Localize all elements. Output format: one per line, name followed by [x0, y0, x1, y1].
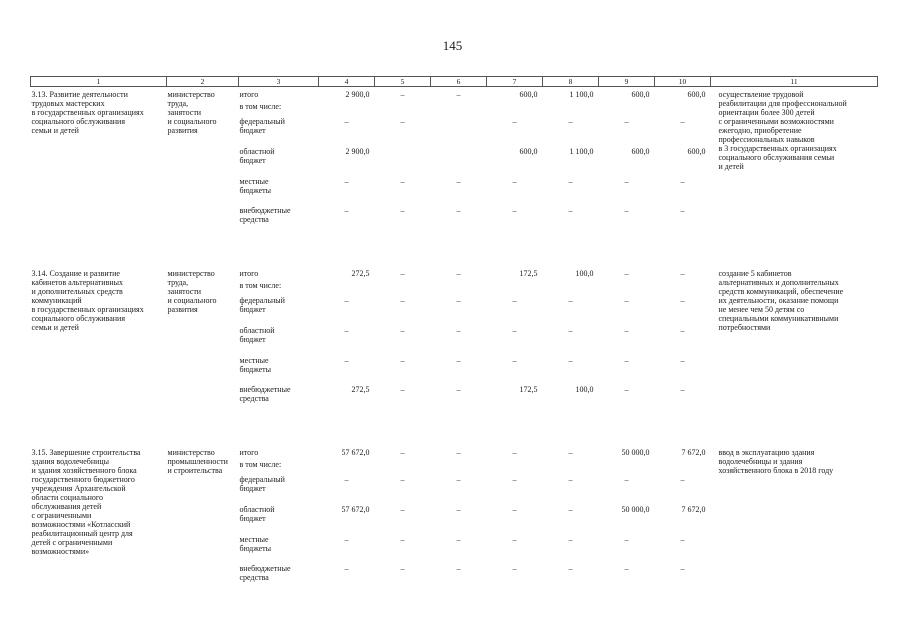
amount-cell: – [568, 504, 573, 514]
amount-cell: – [344, 563, 349, 573]
column-header-5: 5 [375, 77, 431, 87]
amount-cell [319, 460, 375, 475]
funding-source [239, 460, 319, 475]
expected-result [711, 445, 878, 602]
amount-cell: 600,0 [631, 146, 650, 156]
amount-cell: – [680, 355, 685, 365]
amount-cell: – [568, 295, 573, 305]
amount-cell [431, 460, 487, 475]
text-line: водолечебницы и здания [718, 456, 803, 466]
amount-cell: – [568, 176, 573, 186]
text-line: с ограниченными [31, 510, 92, 520]
amount-cell [375, 460, 431, 475]
text-line: бюджет [239, 155, 266, 165]
text-line: и строительства [167, 465, 223, 475]
text-line: бюджет [239, 513, 266, 523]
text-line: в том числе: [239, 459, 282, 469]
funding-source [239, 445, 319, 460]
amount-cell: – [344, 325, 349, 335]
text-line: министерство [167, 90, 215, 99]
text-line: обслуживания детей [31, 501, 102, 511]
amount-cell: – [512, 355, 517, 365]
amount-cell [487, 102, 543, 117]
amount-cell: 2 900,0 [345, 146, 370, 156]
text-line: местные [239, 176, 269, 186]
text-line: в государственных организациях [31, 108, 144, 117]
column-header-1: 1 [31, 77, 167, 87]
amount-cell: – [456, 384, 461, 394]
text-line: реабилитационный центр для [31, 528, 133, 538]
funding-source [239, 564, 319, 602]
amount-cell: 600,0 [687, 146, 706, 156]
amount-cell: – [512, 116, 517, 126]
amount-cell: – [680, 268, 685, 278]
text-line: бюджеты [239, 364, 272, 374]
activity-name [31, 445, 167, 602]
column-header-6: 6 [431, 77, 487, 87]
text-line: здания водолечебницы [31, 456, 110, 466]
text-line: социального обслуживания семьи [718, 153, 835, 162]
amount-cell: – [568, 116, 573, 126]
text-line: в государственных организациях [31, 304, 144, 314]
text-line: кабинетов альтернативных [31, 277, 124, 287]
text-line: труда, [167, 99, 189, 108]
text-line: хозяйственного блока в 2018 году [718, 465, 834, 475]
text-line: семьи и детей [31, 322, 79, 332]
amount-cell: 7 672,0 [681, 447, 706, 457]
amount-cell: – [400, 447, 405, 457]
amount-cell: – [400, 295, 405, 305]
text-line: возможностями» [31, 546, 90, 556]
text-line: местные [239, 355, 269, 365]
column-header-7: 7 [487, 77, 543, 87]
text-line: осуществление трудовой [718, 90, 804, 99]
text-line: внебюджетные [239, 384, 291, 394]
amount-cell [655, 281, 711, 296]
amount-cell: – [624, 176, 629, 186]
column-header-row [31, 77, 878, 87]
amount-cell: 272,5 [351, 268, 370, 278]
text-line: трудовых мастерских [31, 99, 105, 108]
amount-cell: – [624, 384, 629, 394]
amount-cell [543, 102, 599, 117]
amount-cell: – [456, 90, 461, 99]
text-line: итого [239, 447, 259, 457]
amount-cell: – [680, 563, 685, 573]
amount-cell: 57 672,0 [341, 504, 370, 514]
text-line: социального обслуживания [31, 313, 126, 323]
executor [167, 445, 239, 602]
text-line: потребностями [718, 322, 771, 332]
text-line: средств коммуникаций, обеспечение [718, 286, 844, 296]
amount-cell: – [568, 205, 573, 215]
text-line: областной [239, 504, 275, 514]
amount-cell [543, 281, 599, 296]
expected-result [711, 87, 878, 266]
amount-cell: – [568, 325, 573, 335]
amount-cell [487, 281, 543, 296]
table-body [31, 87, 878, 602]
text-line: возможностями «Котласский [31, 519, 131, 529]
text-line: семьи и детей [31, 126, 79, 135]
page-number: 145 [442, 38, 463, 53]
amount-cell [655, 102, 711, 117]
text-line: труда, [167, 277, 189, 287]
text-line: в том числе: [239, 280, 282, 290]
amount-cell [599, 281, 655, 296]
amount-cell: 600,0 [519, 90, 538, 99]
funding-source [239, 102, 319, 117]
funding-source [239, 266, 319, 281]
text-line: в 3 государственных организациях [718, 144, 837, 153]
amount-cell: – [456, 176, 461, 186]
text-line: развития [167, 304, 198, 314]
amount-cell: – [512, 474, 517, 484]
amount-cell: 100,0 [575, 384, 594, 394]
amount-cell [431, 117, 487, 147]
amount-cell: – [456, 504, 461, 514]
amount-cell [655, 460, 711, 475]
amount-cell: 600,0 [519, 146, 538, 156]
text-line: и здания хозяйственного блока [31, 465, 137, 475]
amount-cell: – [624, 474, 629, 484]
text-line: бюджеты [239, 185, 272, 195]
text-line: областной [239, 146, 275, 156]
text-line: реабилитации для профессиональной [718, 99, 847, 108]
text-line: ежегодно, приобретение [718, 126, 802, 135]
amount-cell: – [400, 205, 405, 215]
amount-cell [599, 460, 655, 475]
text-line: ориентации более 300 детей [718, 108, 815, 117]
amount-cell: – [456, 205, 461, 215]
amount-cell: – [680, 116, 685, 126]
amount-cell: – [680, 205, 685, 215]
amount-cell: 2 900,0 [345, 90, 370, 99]
amount-cell: 172,5 [519, 268, 538, 278]
text-line: федеральный [239, 116, 285, 126]
table-row [31, 266, 878, 281]
text-line: занятости [167, 108, 202, 117]
amount-cell: – [680, 384, 685, 394]
amount-cell: – [512, 563, 517, 573]
text-line: итого [239, 90, 259, 99]
amount-cell: 600,0 [631, 90, 650, 99]
amount-cell: – [456, 295, 461, 305]
column-header-8: 8 [543, 77, 599, 87]
amount-cell: – [624, 116, 629, 126]
amount-cell: – [624, 563, 629, 573]
amount-cell [375, 147, 431, 177]
text-line: 3.13. Развитие деятельности [31, 90, 128, 99]
amount-cell: – [344, 116, 349, 126]
funding-source [239, 475, 319, 505]
amount-cell: – [456, 355, 461, 365]
funding-source [239, 117, 319, 147]
text-line: и дополнительных средств [31, 286, 123, 296]
amount-cell [319, 281, 375, 296]
amount-cell: – [400, 384, 405, 394]
amount-cell: – [568, 447, 573, 457]
amount-cell: – [456, 325, 461, 335]
amount-cell: – [512, 176, 517, 186]
amount-cell [375, 102, 431, 117]
funding-source [239, 296, 319, 326]
amount-cell [431, 102, 487, 117]
column-header-2: 2 [167, 77, 239, 87]
column-header-4: 4 [319, 77, 375, 87]
amount-cell: – [400, 268, 405, 278]
amount-cell: – [400, 325, 405, 335]
amount-cell: 50 000,0 [621, 504, 650, 514]
amount-cell: – [680, 474, 685, 484]
amount-cell: – [400, 90, 405, 99]
amount-cell: 272,5 [351, 384, 370, 394]
amount-cell: – [456, 563, 461, 573]
amount-cell: 1 100,0 [569, 90, 594, 99]
text-line: не менее чем 50 детям со [718, 304, 805, 314]
table-row [31, 87, 878, 102]
amount-cell: – [680, 325, 685, 335]
text-line: области социального [31, 492, 103, 502]
funding-source [239, 385, 319, 445]
amount-cell: – [456, 268, 461, 278]
amount-cell: – [344, 295, 349, 305]
text-line: бюджеты [239, 543, 272, 553]
text-line: министерство [167, 268, 215, 278]
amount-cell: – [400, 474, 405, 484]
amount-cell: – [680, 176, 685, 186]
amount-cell: 172,5 [519, 384, 538, 394]
column-header-11: 11 [711, 77, 878, 87]
amount-cell: – [400, 504, 405, 514]
table-row [31, 445, 878, 460]
amount-cell: – [568, 563, 573, 573]
amount-cell: – [512, 447, 517, 457]
funding-source [239, 281, 319, 296]
executor [167, 87, 239, 266]
amount-cell: 57 672,0 [341, 447, 370, 457]
text-line: специальными коммуникативными [718, 313, 839, 323]
text-line: в том числе: [239, 101, 282, 111]
amount-cell: – [456, 447, 461, 457]
amount-cell: – [680, 295, 685, 305]
text-line: областной [239, 325, 275, 335]
activity-name [31, 87, 167, 266]
text-line: 3.14. Создание и развитие [31, 268, 120, 278]
amount-cell: – [624, 295, 629, 305]
executor [167, 266, 239, 445]
funding-source [239, 87, 319, 102]
column-header-3: 3 [239, 77, 319, 87]
text-line: промышленности [167, 456, 228, 466]
text-line: федеральный [239, 474, 285, 484]
amount-cell: 1 100,0 [569, 146, 594, 156]
funding-source [239, 326, 319, 356]
funding-source [239, 505, 319, 535]
amount-cell [543, 460, 599, 475]
amount-cell: – [344, 176, 349, 186]
funding-source [239, 535, 319, 564]
amount-cell: – [512, 325, 517, 335]
amount-cell: – [456, 534, 461, 544]
text-line: федеральный [239, 295, 285, 305]
amount-cell [599, 102, 655, 117]
amount-cell: 100,0 [575, 268, 594, 278]
text-line: бюджет [239, 125, 266, 135]
amount-cell: 7 672,0 [681, 504, 706, 514]
text-line: министерство [167, 447, 215, 457]
amount-cell: – [624, 205, 629, 215]
column-header-9: 9 [599, 77, 655, 87]
amount-cell: – [400, 116, 405, 126]
text-line: внебюджетные [239, 563, 291, 573]
text-line: и детей [718, 162, 744, 171]
text-line: итого [239, 268, 259, 278]
text-line: занятости [167, 286, 202, 296]
amount-cell: – [512, 504, 517, 514]
amount-cell: – [400, 355, 405, 365]
amount-cell: – [680, 534, 685, 544]
amount-cell: – [568, 355, 573, 365]
amount-cell: – [456, 474, 461, 484]
amount-cell [431, 147, 487, 177]
amount-cell: – [624, 325, 629, 335]
text-line: детей с ограниченными [31, 537, 113, 547]
funding-source [239, 177, 319, 206]
amount-cell [375, 281, 431, 296]
text-line: внебюджетные [239, 205, 291, 215]
amount-cell: – [624, 355, 629, 365]
amount-cell: – [568, 474, 573, 484]
text-line: средства [239, 393, 269, 403]
expected-result [711, 266, 878, 445]
funding-source [239, 206, 319, 266]
text-line: развития [167, 126, 198, 135]
text-line: профессиональных навыков [718, 135, 815, 144]
text-line: государственного бюджетного [31, 474, 135, 484]
text-line: их деятельности, оказание помощи [718, 295, 839, 305]
text-line: коммуникаций [31, 295, 82, 305]
text-line: средства [239, 572, 269, 582]
text-line: бюджет [239, 304, 266, 314]
funding-source [239, 356, 319, 385]
amount-cell: – [344, 534, 349, 544]
amount-cell: – [344, 474, 349, 484]
text-line: альтернативных и дополнительных [718, 277, 839, 287]
column-header-10: 10 [655, 77, 711, 87]
text-line: создание 5 кабинетов [718, 268, 792, 278]
amount-cell: – [400, 563, 405, 573]
amount-cell: 50 000,0 [621, 447, 650, 457]
amount-cell: – [400, 534, 405, 544]
amount-cell: 600,0 [687, 90, 706, 99]
text-line: местные [239, 534, 269, 544]
text-line: с ограниченными возможностями [718, 117, 834, 126]
amount-cell: – [568, 534, 573, 544]
amount-cell: – [624, 534, 629, 544]
amount-cell [487, 460, 543, 475]
activity-name [31, 266, 167, 445]
amount-cell: – [512, 205, 517, 215]
amount-cell: – [344, 205, 349, 215]
amount-cell: – [624, 268, 629, 278]
amount-cell: – [344, 355, 349, 365]
text-line: и социального [167, 117, 217, 126]
text-line: социального обслуживания [31, 117, 126, 126]
amount-cell [431, 281, 487, 296]
amount-cell: – [400, 176, 405, 186]
text-line: бюджет [239, 483, 266, 493]
text-line: бюджет [239, 334, 266, 344]
text-line: 3.15. Завершение строительства [31, 447, 141, 457]
text-line: учреждения Архангельской [31, 483, 126, 493]
text-line: средства [239, 214, 269, 224]
amount-cell: – [512, 295, 517, 305]
amount-cell [319, 102, 375, 117]
text-line: и социального [167, 295, 217, 305]
amount-cell: – [512, 534, 517, 544]
text-line: ввод в эксплуатацию здания [718, 447, 815, 457]
program-table [30, 76, 878, 602]
funding-source [239, 147, 319, 177]
